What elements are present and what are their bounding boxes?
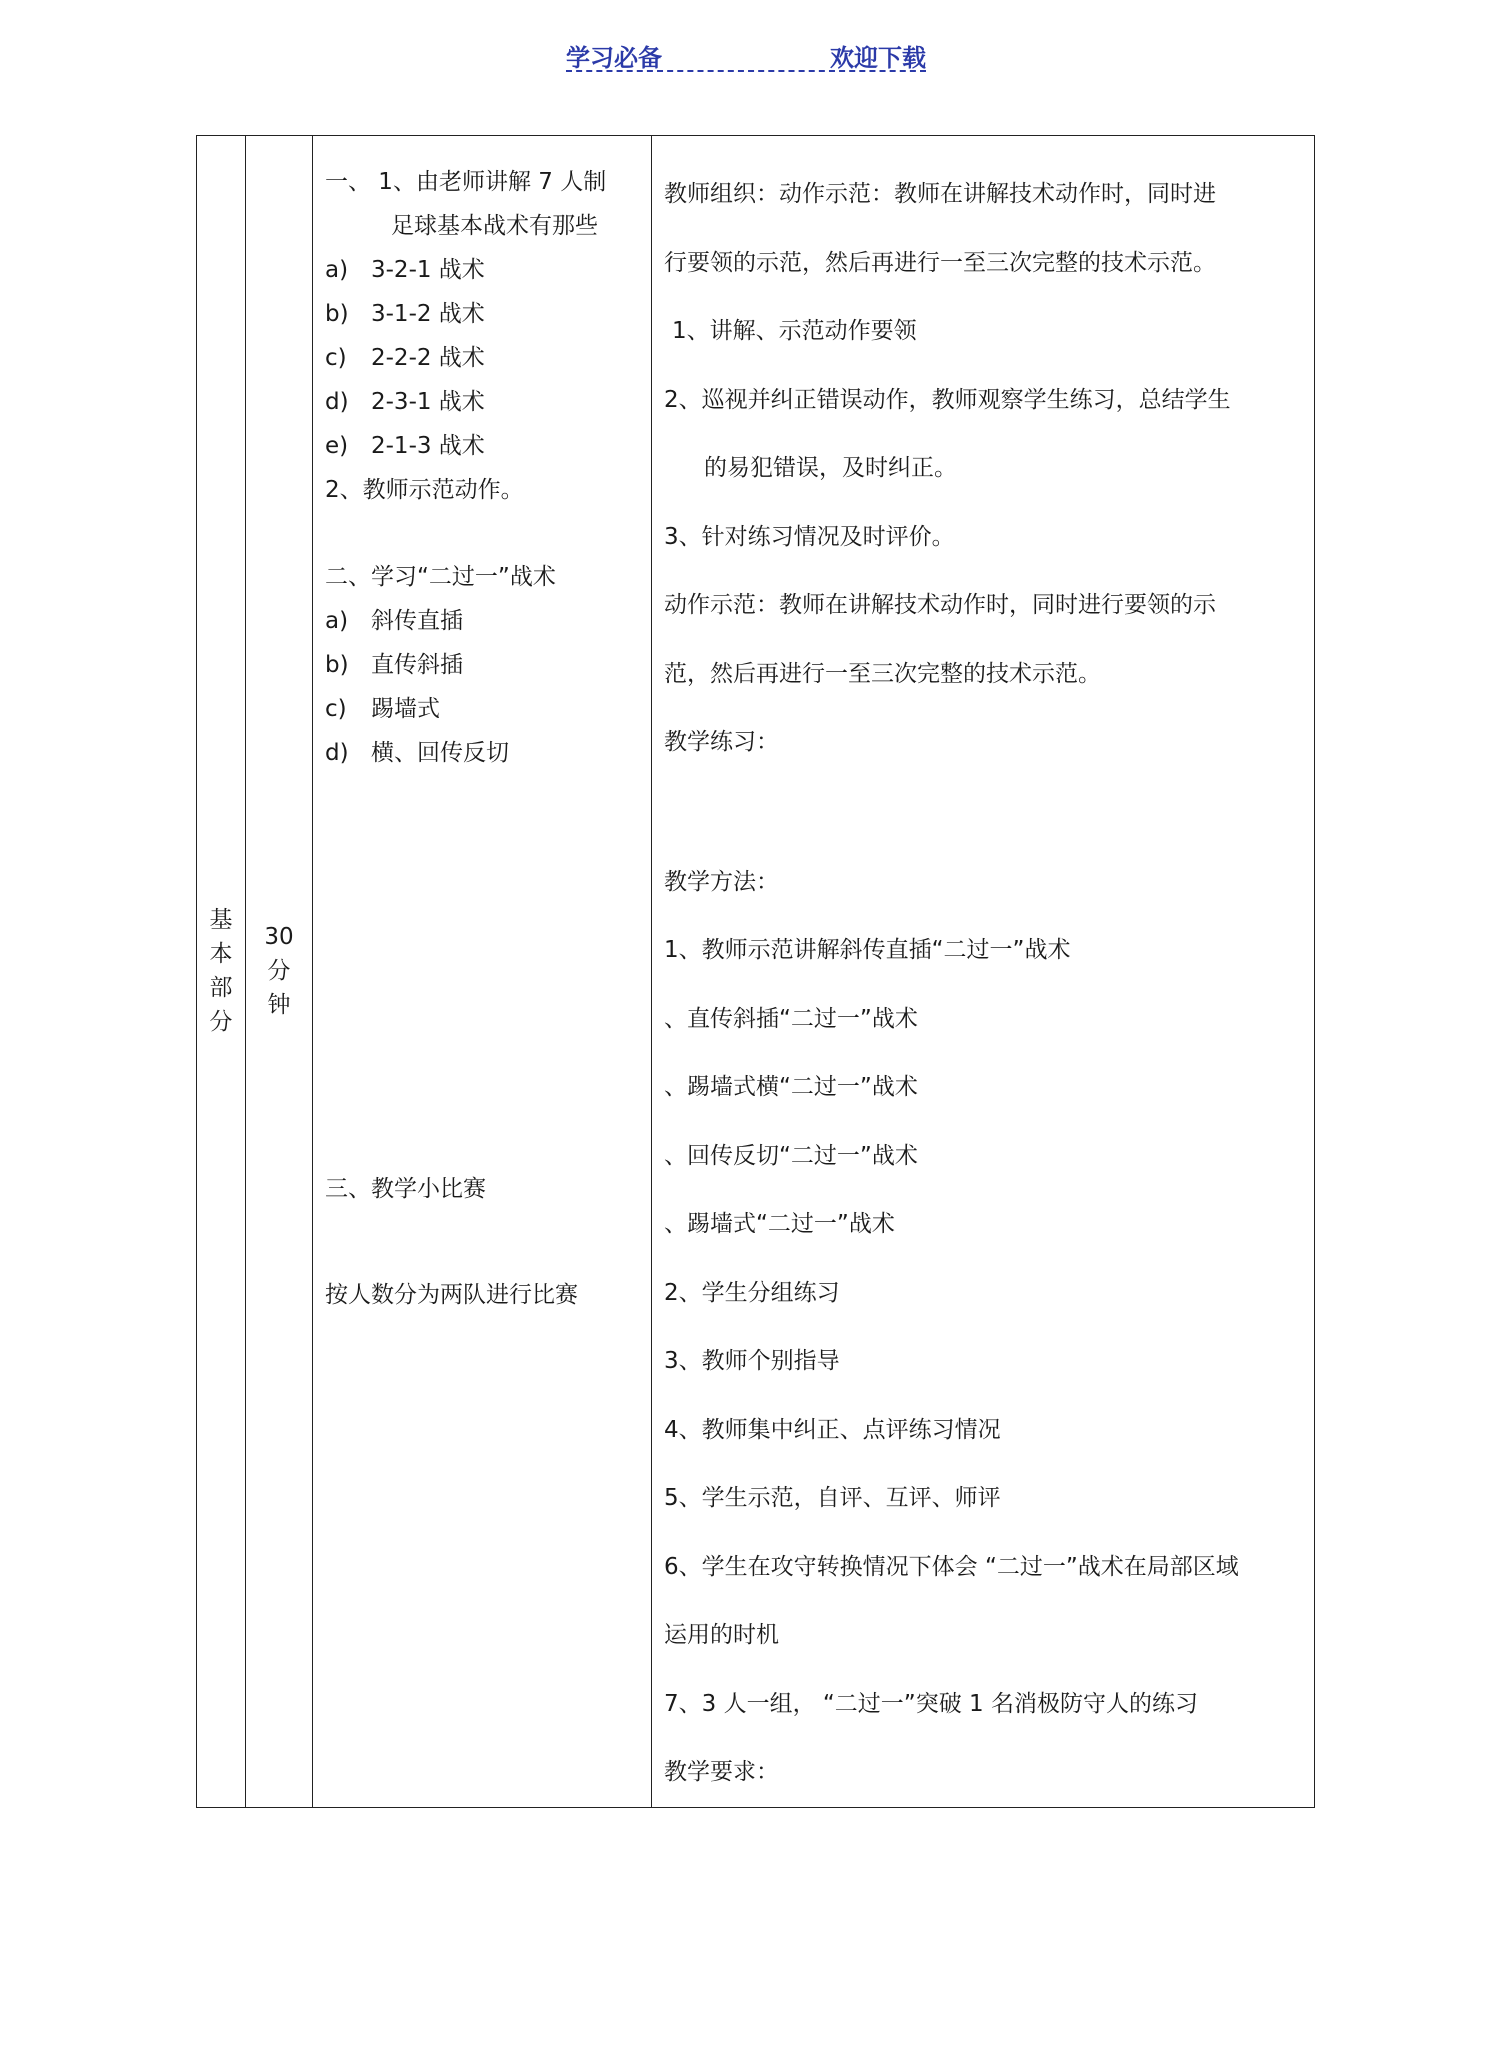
section2-list bbox=[325, 599, 651, 775]
section1-list bbox=[325, 248, 651, 468]
methods-text bbox=[652, 136, 1314, 1807]
list-item: d) 2-3-1 战术 bbox=[325, 389, 485, 415]
time-char: 分 bbox=[267, 958, 291, 985]
list-item: c) 2-2-2 战术 bbox=[325, 345, 485, 371]
method-line: 教学练习： bbox=[664, 729, 779, 755]
list-item: a) 斜传直插 bbox=[325, 608, 463, 634]
section1-title: 一、 1、由老师讲解 7 人制 bbox=[325, 169, 607, 195]
section1-demo: 2、教师示范动作。 bbox=[325, 477, 524, 503]
list-item: a) 3-2-1 战术 bbox=[325, 257, 485, 283]
time-char: 钟 bbox=[267, 992, 291, 1019]
lesson-plan-table bbox=[196, 135, 1315, 1808]
content-cell bbox=[313, 136, 652, 1808]
method-line: 2、巡视并纠正错误动作，教师观察学生练习，总结学生 bbox=[664, 386, 1231, 413]
section3-title: 三、教学小比赛 bbox=[325, 1176, 486, 1202]
methods-cell bbox=[652, 136, 1315, 1808]
method-line: 7、3 人一组， “二过一”突破 1 名消极防守人的练习 bbox=[664, 1690, 1198, 1717]
method-line: 1、教师示范讲解斜传直插“二过一”战术 bbox=[664, 937, 1071, 963]
content-text bbox=[313, 136, 651, 1807]
time-cell bbox=[246, 136, 313, 1808]
part-char: 分 bbox=[209, 1009, 233, 1036]
list-item: c) 踢墙式 bbox=[325, 696, 440, 722]
method-line: 、踢墙式横“二过一”战术 bbox=[664, 1074, 918, 1100]
method-line: 6、学生在攻守转换情况下体会 “二过一”战术在局部区域 bbox=[664, 1553, 1239, 1580]
method-line: 动作示范：教师在讲解技术动作时，同时进行要领的示 bbox=[664, 592, 1216, 618]
method-blank bbox=[664, 777, 1314, 848]
section3-text: 按人数分为两队进行比赛 bbox=[325, 1282, 578, 1308]
method-line: 3、教师个别指导 bbox=[664, 1348, 840, 1374]
method-line: 、踢墙式“二过一”战术 bbox=[664, 1211, 895, 1237]
part-char: 基 bbox=[209, 907, 233, 934]
section2-title: 二、学习“二过一”战术 bbox=[325, 564, 556, 590]
part-char: 部 bbox=[209, 975, 233, 1002]
method-line: 1、讲解、示范动作要领 bbox=[672, 318, 917, 344]
method-line: 4、教师集中纠正、点评练习情况 bbox=[664, 1416, 1001, 1443]
list-item: d) 横、回传反切 bbox=[325, 740, 509, 766]
part-char: 本 bbox=[209, 941, 233, 968]
method-line: 运用的时机 bbox=[664, 1622, 779, 1648]
method-line: 、直传斜插“二过一”战术 bbox=[664, 1005, 918, 1032]
method-line: 范，然后再进行一至三次完整的技术示范。 bbox=[664, 660, 1101, 687]
list-item: b) 3-1-2 战术 bbox=[325, 301, 485, 327]
time-number: 30 bbox=[264, 924, 294, 951]
method-line: 3、针对练习情况及时评价。 bbox=[664, 523, 955, 550]
method-line: 、回传反切“二过一”战术 bbox=[664, 1142, 918, 1169]
table-row bbox=[197, 136, 1315, 1808]
method-line: 行要领的示范，然后再进行一至三次完整的技术示范。 bbox=[664, 249, 1216, 276]
part-label bbox=[209, 903, 233, 1039]
page-header bbox=[566, 38, 926, 72]
method-line: 教学方法： bbox=[664, 868, 779, 895]
method-line: 教学要求： bbox=[664, 1759, 779, 1785]
header-right-text: 欢迎下载 bbox=[830, 44, 926, 72]
time-label bbox=[259, 920, 299, 1022]
method-line: 2、学生分组练习 bbox=[664, 1279, 840, 1306]
list-item: b) 直传斜插 bbox=[325, 652, 463, 678]
section1-title-cont: 足球基本战术有那些 bbox=[391, 213, 598, 239]
header-left-text: 学习必备 bbox=[566, 44, 662, 72]
method-line: 5、学生示范，自评、互评、师评 bbox=[664, 1485, 1001, 1511]
method-line: 教师组织：动作示范：教师在讲解技术动作时，同时进 bbox=[664, 181, 1216, 207]
list-item: e) 2-1-3 战术 bbox=[325, 433, 485, 459]
part-cell bbox=[197, 136, 246, 1808]
method-line: 的易犯错误，及时纠正。 bbox=[704, 455, 957, 481]
